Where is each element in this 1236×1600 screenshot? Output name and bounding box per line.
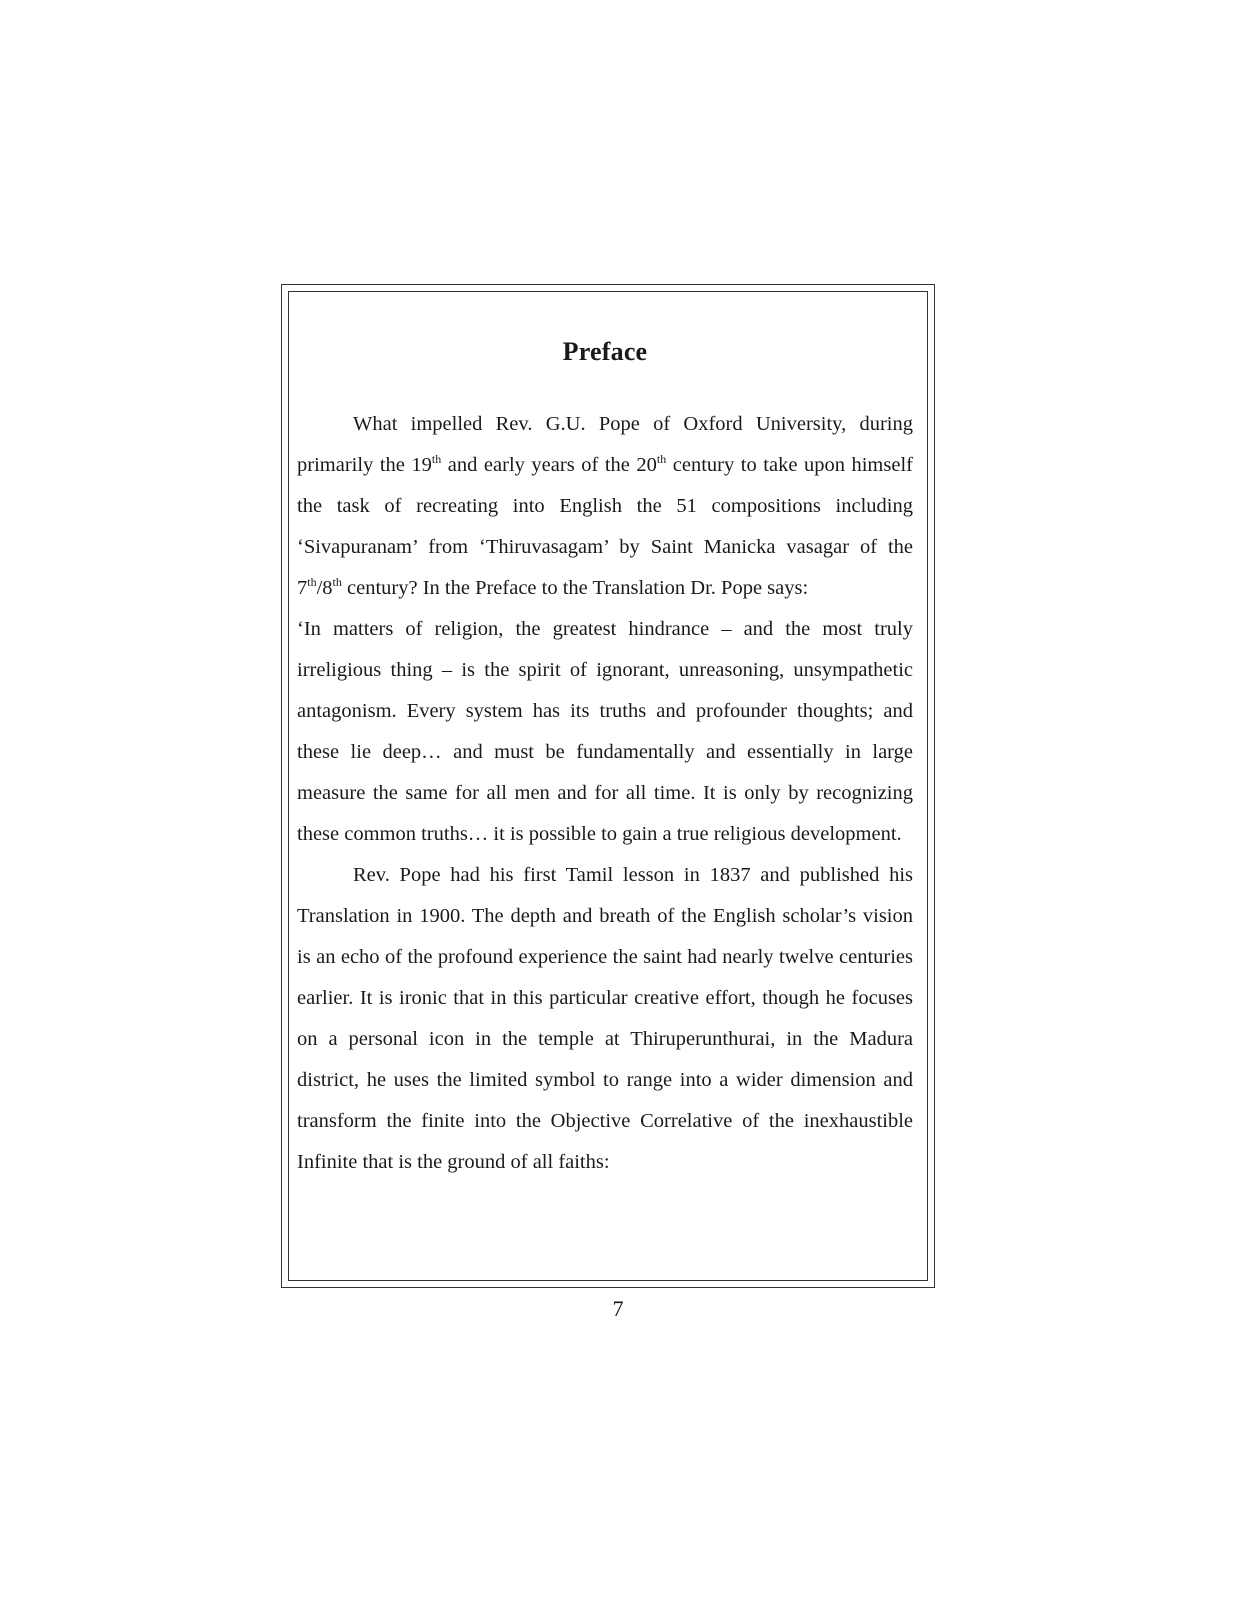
paragraph-1 [297,404,913,609]
page-title: Preface [562,337,648,366]
paragraph-1-text-1: What impelled Rev. G.U. Pope of Oxford University, during primarily the 19 [297,413,913,476]
superscript-2: th [656,452,667,467]
superscript-3: th [307,575,317,590]
paragraph-1-text-2: and early years of the 20 [441,454,657,476]
superscript-1: th [431,452,442,467]
paragraph-3: Rev. Pope had his first Tamil lesson in 1837 and published his Translation in 1900. The depth and breath of the English scholar’s vision is an echo of the profound experience the saint had nearly twelve centuries earlier. It is ironic that in this particular creative effort, though he focuses on a personal icon in the temple at Thiruperunthurai, in the Madura district, he uses the limited symbol to range into a wider dimension and transform the finite into the Objective Correlative of the inexhaustible Infinite that is the ground of all faiths: [297,864,913,1173]
paragraph-1-text-3: century to take upon himself the task of recreating into English the 51 compositions including ‘Sivapuranam’ from ‘Thiruvasagam’ by Saint Manicka vasagar of the 7 [297,454,913,599]
paragraph-1-text-4: /8 [316,577,333,599]
paragraph-1-text-5: century? In the Preface to the Translation Dr. Pope says: [341,577,809,599]
page-number: 7 [612,1296,624,1321]
body-text [297,404,913,1183]
page-content [297,332,913,1183]
superscript-4: th [332,575,342,590]
paragraph-2-quote: ‘In matters of religion, the greatest hindrance – and the most truly irreligious thing – is the spirit of ignorant, unreasoning, unsympathetic antagonism. Every system has its truths and profounder thoughts; and these lie deep… and must be fundamentally and essentially in large measure the same for all men and for all time. It is only by recognizing these common truths… it is possible to gain a true religious development. [297,618,913,845]
